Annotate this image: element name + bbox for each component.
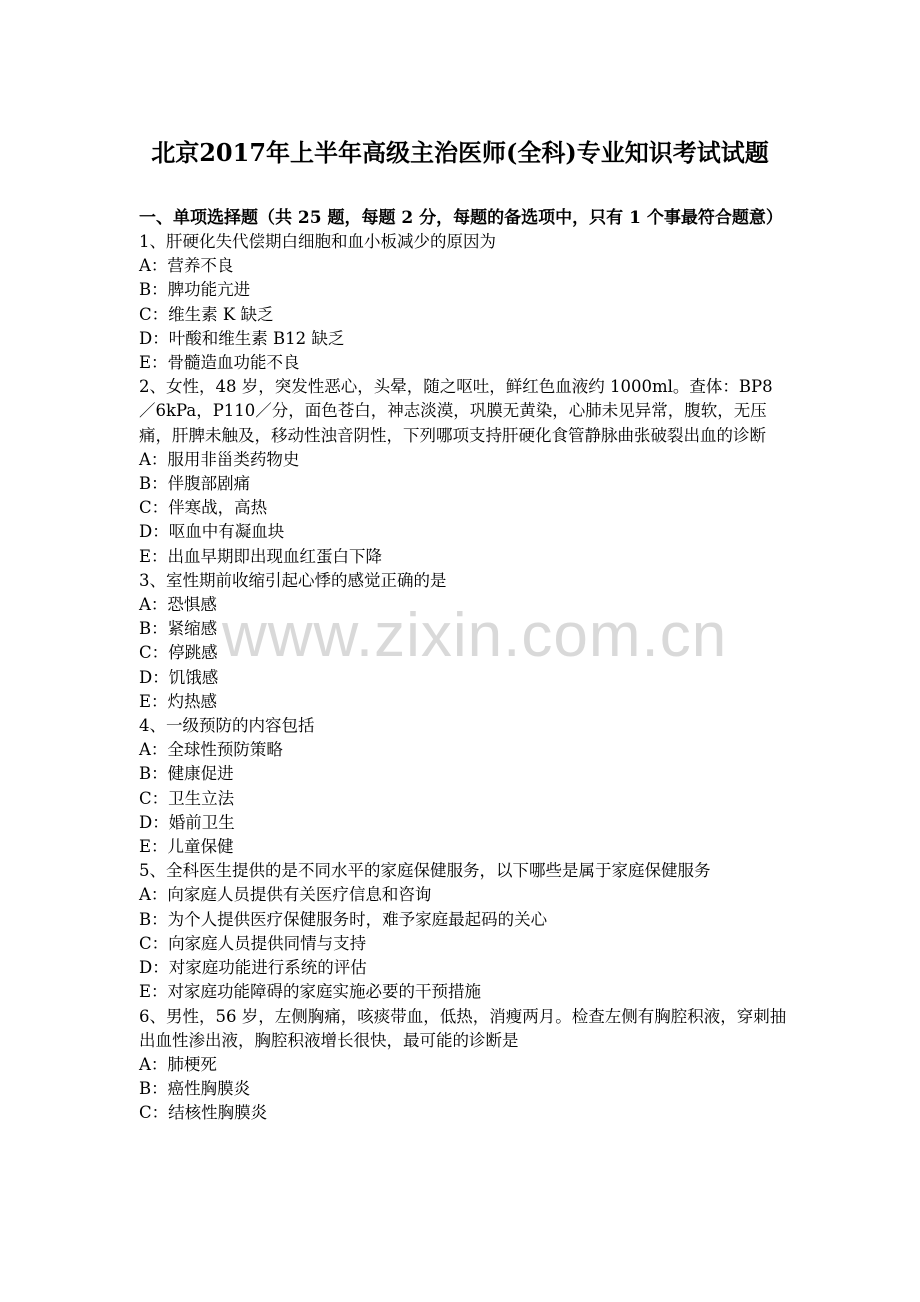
question-stem: 1、肝硬化失代偿期白细胞和血小板减少的原因为 (139, 232, 496, 251)
option-c: C：结核性胸膜炎 (139, 1103, 268, 1123)
option-a: A：肺梗死 (139, 1054, 217, 1074)
option-b: B：为个人提供医疗保健服务时，难予家庭最起码的关心 (139, 909, 548, 929)
option-b: B：紧缩感 (139, 619, 218, 639)
option-e: E：灼热感 (139, 691, 218, 711)
question-stem: 4、一级预防的内容包括 (139, 716, 315, 736)
question-stem: 5、全科医生提供的是不同水平的家庭保健服务，以下哪些是属于家庭保健服务 (139, 861, 711, 881)
option-b: B：脾功能亢进 (139, 280, 251, 300)
option-a: A：服用非甾类药物史 (139, 449, 300, 469)
section-heading: 一、单项选择题（共 25 题，每题 2 分，每题的备选项中，只有 1 个事最符合题意） (139, 208, 783, 228)
option-a: A：营养不良 (139, 256, 234, 276)
option-d: D：叶酸和维生素 B12 缺乏 (139, 328, 345, 348)
option-d: D：呕血中有凝血块 (139, 522, 285, 542)
option-e: E：出血早期即出现血红蛋白下降 (139, 546, 383, 566)
question-4 (139, 714, 789, 859)
option-b: B：伴腹部剧痛 (139, 474, 251, 494)
question-1 (139, 230, 789, 375)
option-c: C：维生素 K 缺乏 (139, 304, 274, 324)
option-d: D：饥饿感 (139, 667, 219, 687)
question-3 (139, 569, 789, 714)
option-b: B：健康促进 (139, 764, 234, 784)
option-c: C：卫生立法 (139, 788, 235, 808)
question-5 (139, 859, 789, 1004)
option-b: B：癌性胸膜炎 (139, 1079, 251, 1099)
option-e: E：骨髓造血功能不良 (139, 353, 300, 373)
option-c: C：停跳感 (139, 643, 218, 663)
question-2 (139, 375, 789, 569)
option-e: E：对家庭功能障碍的家庭实施必要的干预措施 (139, 982, 482, 1002)
exam-content (139, 206, 789, 1126)
page-title: 北京2017年上半年高级主治医师(全科)专业知识考试试题 (151, 138, 769, 167)
option-a: A：恐惧感 (139, 595, 217, 615)
option-a: A：向家庭人员提供有关医疗信息和咨询 (139, 885, 432, 905)
option-c: C：向家庭人员提供同情与支持 (139, 933, 367, 953)
option-a: A：全球性预防策略 (139, 740, 283, 760)
option-c: C：伴寒战，高热 (139, 498, 268, 518)
option-d: D：婚前卫生 (139, 812, 235, 832)
question-stem: 6、男性，56 岁，左侧胸痛，咳痰带血，低热，消瘦两月。检查左侧有胸腔积液，穿刺抽出血性渗出液，胸腔积液增长很快，最可能的诊断是 (139, 1006, 787, 1050)
option-d: D：对家庭功能进行系统的评估 (139, 958, 367, 978)
watermark: www.zixin.com.cn (222, 601, 728, 670)
question-stem: 2、女性，48 岁，突发性恶心，头晕，随之呕吐，鲜红色血液约 1000ml。查体：BP8／6kPa，P110／分，面色苍白，神志淡漠，巩膜无黄染，心肺未见异常，腹软，无压痛，肝脾未触及，移动性浊音阴性，下列哪项支持肝硬化食管静脉曲张破裂出血的诊断 (139, 377, 773, 445)
option-e: E：儿童保健 (139, 837, 234, 857)
question-stem: 3、室性期前收缩引起心悸的感觉正确的是 (139, 570, 447, 590)
question-6 (139, 1005, 789, 1126)
